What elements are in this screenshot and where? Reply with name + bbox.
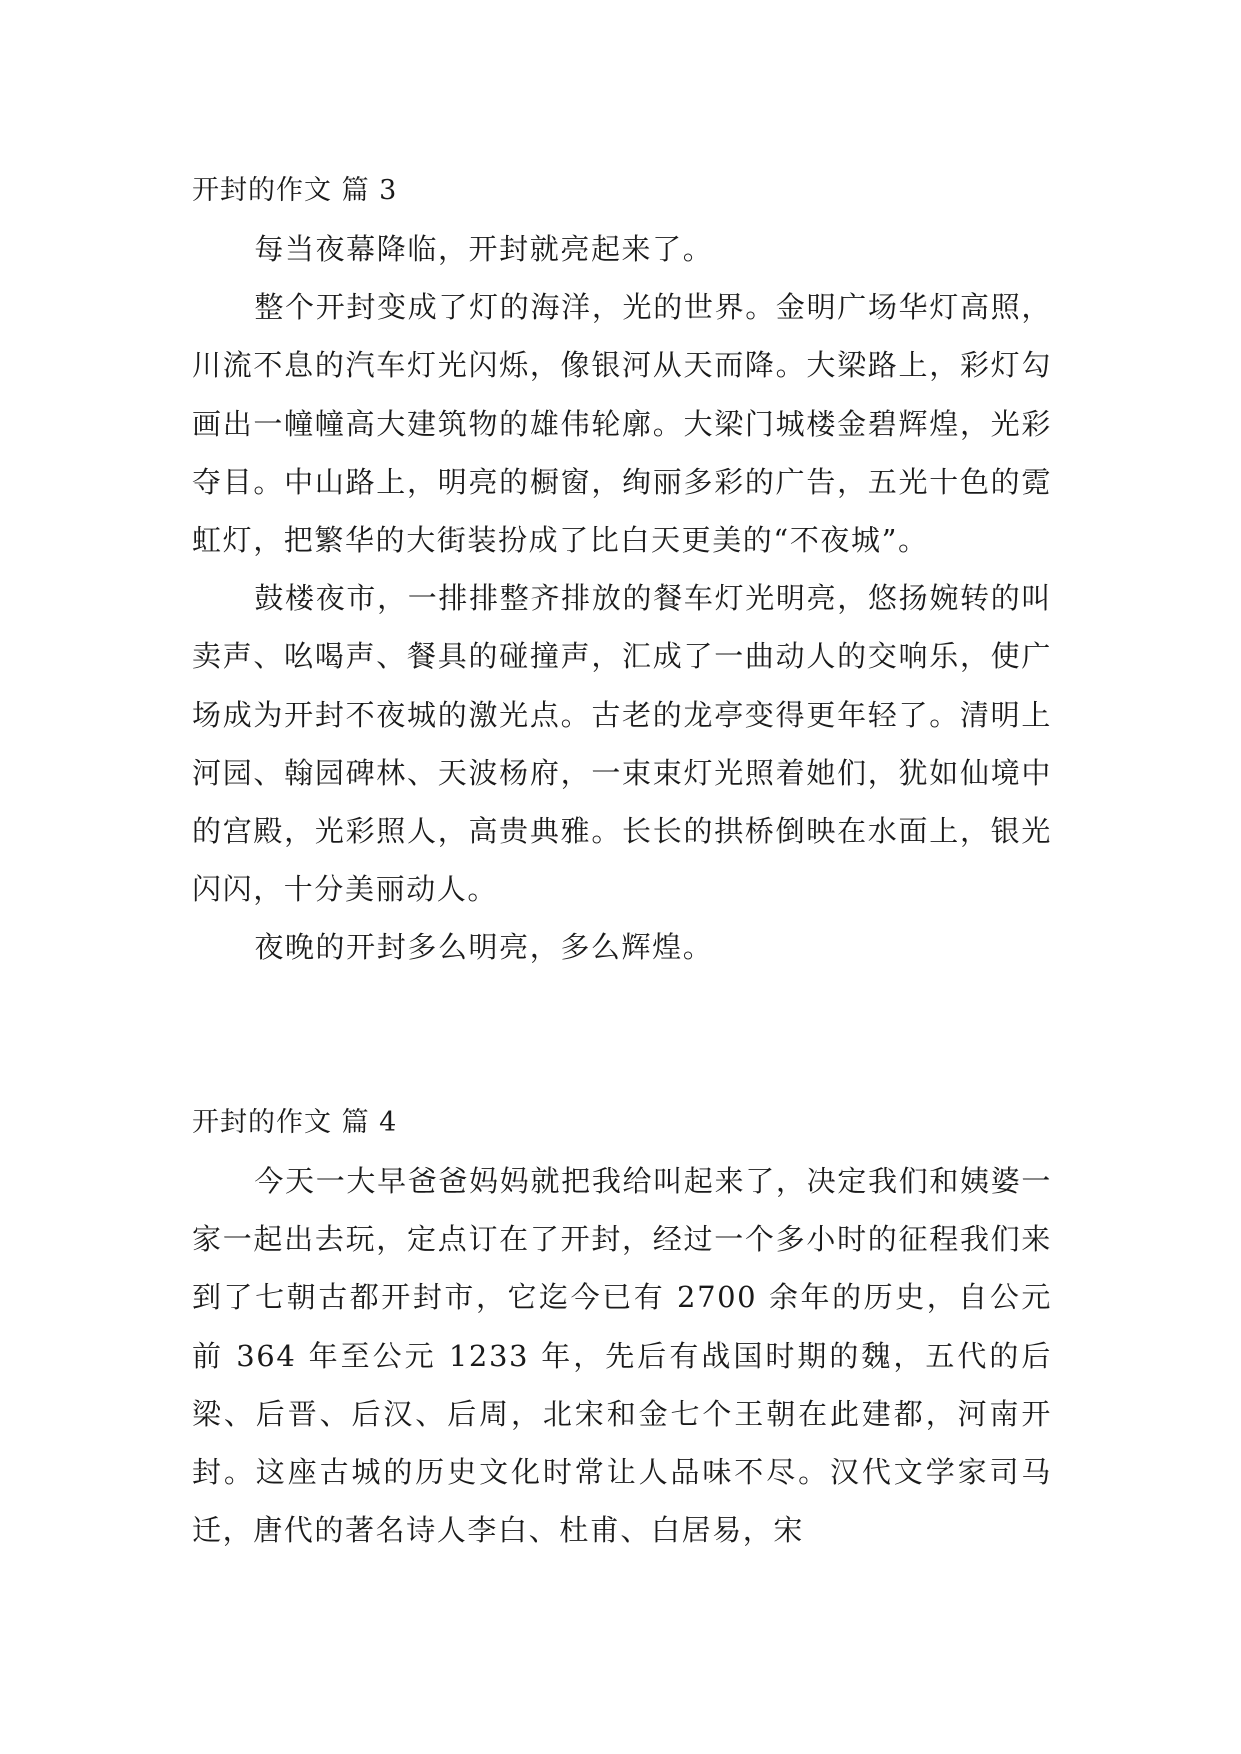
paragraph: 每当夜幕降临，开封就亮起来了。	[254, 232, 714, 266]
paragraph: 夜晚的开封多么明亮，多么辉煌。	[254, 930, 714, 965]
essay-section-4	[192, 1094, 1052, 1559]
section-heading: 开封的作文 篇 4	[192, 1107, 398, 1138]
section-heading: 开封的作文 篇 3	[192, 175, 398, 206]
essay-section-3	[192, 162, 1052, 977]
paragraph: 整个开封变成了灯的海洋，光的世界。金明广场华灯高照，川流不息的汽车灯光闪烁，像银河从天而降。大梁路上，彩灯勾画出一幢幢高大建筑物的雄伟轮廓。大梁门城楼金碧辉煌，光彩夺目。中山路上，明亮的橱窗，绚丽多彩的广告，五光十色的霓虹灯，把繁华的大街装扮成了比白天更美的“不夜城”。	[192, 290, 1052, 558]
paragraph: 鼓楼夜市，一排排整齐排放的餐车灯光明亮，悠扬婉转的叫卖声、吆喝声、餐具的碰撞声，汇成了一曲动人的交响乐，使广场成为开封不夜城的激光点。古老的龙亭变得更年轻了。清明上河园、翰园碑林、天波杨府，一束束灯光照着她们，犹如仙境中的宫殿，光彩照人，高贵典雅。长长的拱桥倒映在水面上，银光闪闪，十分美丽动人。	[192, 581, 1052, 907]
paragraph: 今天一大早爸爸妈妈就把我给叫起来了，决定我们和姨婆一家一起出去玩，定点订在了开封，经过一个多小时的征程我们来到了七朝古都开封市，它迄今已有 2700 余年的历史，自公元前 364 年至公元 1233 年，先后有战国时期的魏，五代的后梁、后晋、后汉、后周，北宋和金七个王朝在此建都，河南开封。这座古城的历史文化时常让人品味不尽。汉代文学家司马迁，唐代的著名诗人李白、杜甫、白居易，宋	[192, 1164, 1052, 1548]
